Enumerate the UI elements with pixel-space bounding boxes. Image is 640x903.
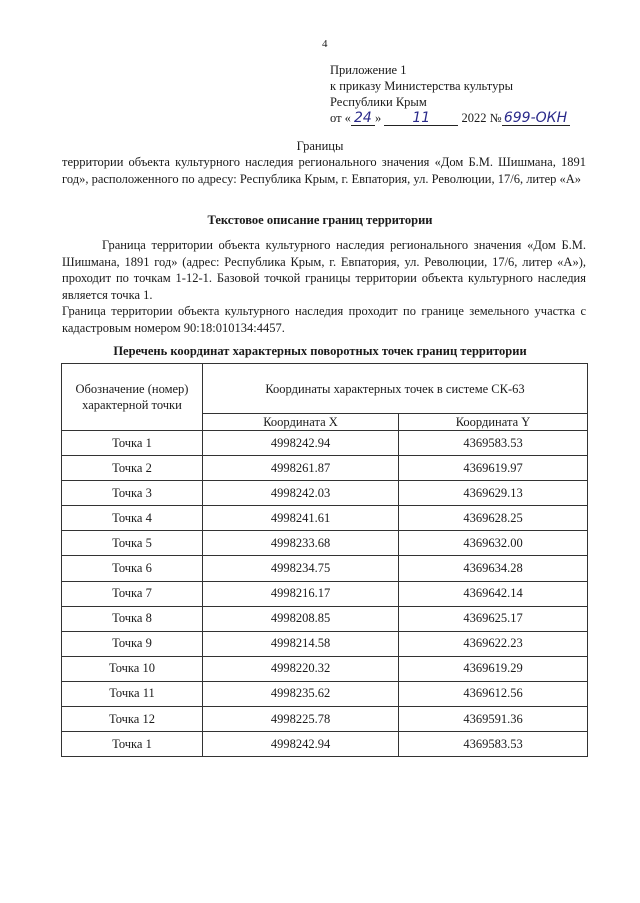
approval-line-3: Республики Крым bbox=[330, 95, 427, 109]
cell-y: 4369622.23 bbox=[399, 631, 588, 656]
cell-y: 4369632.00 bbox=[399, 531, 588, 556]
table-row bbox=[62, 681, 588, 706]
date-year: 2022 bbox=[461, 111, 487, 125]
cell-x: 4998241.61 bbox=[203, 506, 399, 531]
cell-y: 4369619.29 bbox=[399, 656, 588, 681]
date-day: 24 bbox=[351, 111, 375, 126]
cell-point: Точка 8 bbox=[62, 606, 203, 631]
approval-date-line bbox=[330, 110, 570, 126]
cell-y: 4369629.13 bbox=[399, 481, 588, 506]
table-body bbox=[62, 431, 588, 757]
cell-y: 4369583.53 bbox=[399, 431, 588, 456]
description-paragraph-2: Граница территории объекта культурного наследия проходит по границе земельного участка с кадастровым номером 90:18:010134:4457. bbox=[62, 304, 586, 335]
cell-y: 4369583.53 bbox=[399, 732, 588, 757]
page-number: 4 bbox=[322, 38, 328, 50]
cell-y: 4369634.28 bbox=[399, 556, 588, 581]
description bbox=[62, 237, 586, 336]
title-text: территории объекта культурного наследия регионального значения «Дом Б.М. Шишмана, 1891 год», расположенного по адресу: Республика Крым, г. Евпатория, ул. Революции, 17/6, литер «А» bbox=[62, 155, 586, 186]
cell-y: 4369619.97 bbox=[399, 456, 588, 481]
cell-point: Точка 2 bbox=[62, 456, 203, 481]
table-row bbox=[62, 531, 588, 556]
cell-x: 4998242.03 bbox=[203, 481, 399, 506]
cell-point: Точка 12 bbox=[62, 707, 203, 732]
table-row bbox=[62, 581, 588, 606]
table-row bbox=[62, 506, 588, 531]
cell-point: Точка 11 bbox=[62, 681, 203, 706]
cell-y: 4369642.14 bbox=[399, 581, 588, 606]
table-row bbox=[62, 606, 588, 631]
table-row bbox=[62, 656, 588, 681]
cell-x: 4998216.17 bbox=[203, 581, 399, 606]
header-point: Обозначение (номер) характерной точки bbox=[62, 364, 203, 431]
cell-x: 4998233.68 bbox=[203, 531, 399, 556]
header-coordinates: Координаты характерных точек в системе СК-63 bbox=[203, 364, 588, 414]
header-y: Координата Y bbox=[399, 414, 588, 431]
order-number: 699-ОКН bbox=[502, 111, 570, 126]
date-mid: » bbox=[374, 111, 382, 125]
cell-point: Точка 9 bbox=[62, 631, 203, 656]
number-sign: № bbox=[489, 111, 502, 125]
approval-block bbox=[330, 62, 570, 126]
cell-x: 4998242.94 bbox=[203, 431, 399, 456]
section-heading: Текстовое описание границ территории bbox=[207, 213, 433, 227]
cell-point: Точка 10 bbox=[62, 656, 203, 681]
description-paragraph-1: Граница территории объекта культурного наследия регионального значения «Дом Б.М. Шишмана, 1891 год» (адрес: Республика Крым, г. Евпатория, ул. Революции, 17/6, литер «А»), проходит по точкам 1-12-1. Базовой точкой границы территории объекта культурного наследия является точка 1. bbox=[62, 238, 586, 302]
table-row bbox=[62, 431, 588, 456]
header-x: Координата X bbox=[203, 414, 399, 431]
cell-x: 4998242.94 bbox=[203, 732, 399, 757]
date-month: 11 bbox=[384, 111, 458, 126]
table-row bbox=[62, 707, 588, 732]
cell-x: 4998220.32 bbox=[203, 656, 399, 681]
cell-y: 4369612.56 bbox=[399, 681, 588, 706]
cell-y: 4369625.17 bbox=[399, 606, 588, 631]
cell-x: 4998234.75 bbox=[203, 556, 399, 581]
date-prefix: от « bbox=[330, 111, 351, 125]
cell-point: Точка 3 bbox=[62, 481, 203, 506]
approval-line-2: к приказу Министерства культуры bbox=[330, 79, 513, 93]
table-title: Перечень координат характерных поворотных точек границ территории bbox=[113, 344, 527, 358]
approval-line-1: Приложение 1 bbox=[330, 63, 407, 77]
table-row bbox=[62, 631, 588, 656]
cell-point: Точка 1 bbox=[62, 431, 203, 456]
cell-x: 4998208.85 bbox=[203, 606, 399, 631]
table-header-row bbox=[62, 364, 588, 414]
table-row bbox=[62, 481, 588, 506]
table-row bbox=[62, 732, 588, 757]
table-row bbox=[62, 556, 588, 581]
cell-point: Точка 6 bbox=[62, 556, 203, 581]
cell-x: 4998261.87 bbox=[203, 456, 399, 481]
cell-y: 4369628.25 bbox=[399, 506, 588, 531]
coordinates-table bbox=[61, 363, 588, 757]
cell-point: Точка 5 bbox=[62, 531, 203, 556]
cell-point: Точка 4 bbox=[62, 506, 203, 531]
cell-point: Точка 1 bbox=[62, 732, 203, 757]
title-word: Границы bbox=[296, 139, 344, 153]
cell-point: Точка 7 bbox=[62, 581, 203, 606]
cell-x: 4998214.58 bbox=[203, 631, 399, 656]
cell-y: 4369591.36 bbox=[399, 707, 588, 732]
cell-x: 4998235.62 bbox=[203, 681, 399, 706]
cell-x: 4998225.78 bbox=[203, 707, 399, 732]
table-row bbox=[62, 456, 588, 481]
